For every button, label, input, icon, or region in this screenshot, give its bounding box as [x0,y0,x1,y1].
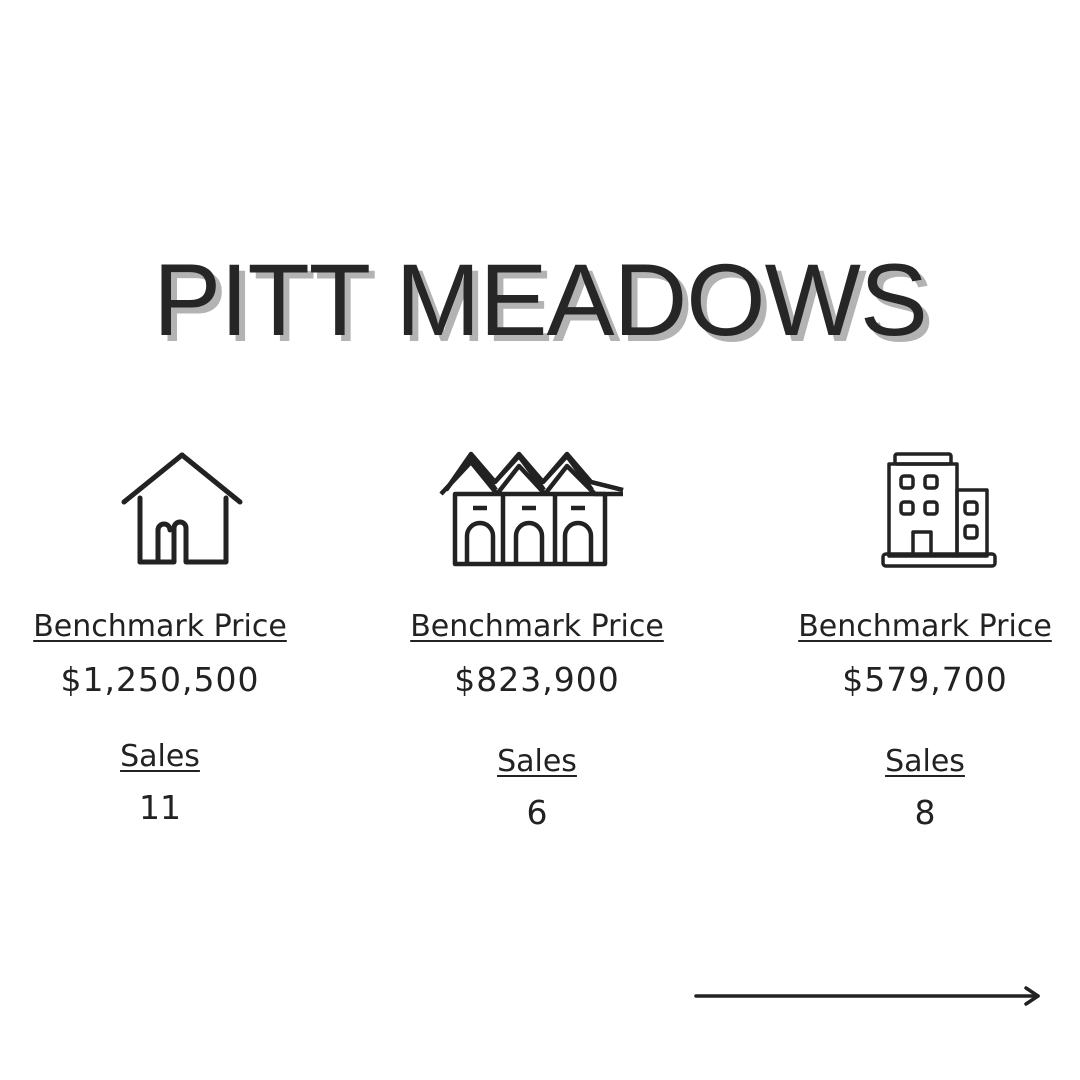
sales-label: Sales [120,739,200,774]
townhouse-icon [437,450,637,570]
sales-label: Sales [885,744,965,779]
house-icon [60,450,260,570]
benchmark-price-label: Benchmark Price [33,609,287,644]
apartment-column [745,450,1080,834]
townhouse-column [357,450,717,834]
sales-value: 11 [139,788,181,827]
sales-value: 8 [914,793,936,832]
benchmark-price-label: Benchmark Price [798,609,1052,644]
apartment-building-icon [825,450,1025,570]
benchmark-price-label: Benchmark Price [410,609,664,644]
benchmark-price-value: $823,900 [454,660,620,699]
page-title: PITT MEADOWS [153,243,927,357]
detached-column [0,450,340,829]
sales-label: Sales [497,744,577,779]
sales-value: 6 [526,793,548,832]
arrow-right-icon[interactable] [694,982,1044,1010]
benchmark-price-value: $1,250,500 [60,660,260,699]
benchmark-price-value: $579,700 [842,660,1008,699]
